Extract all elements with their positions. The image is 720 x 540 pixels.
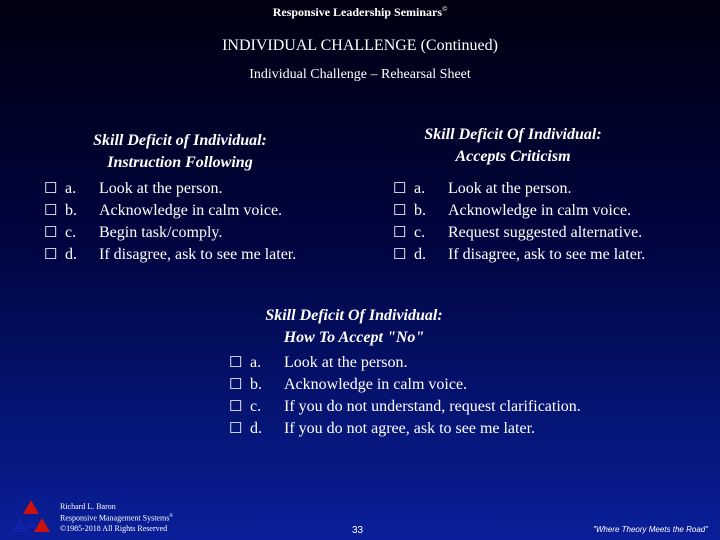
seminar-title: Responsive Leadership Seminars© [272,5,448,19]
list-item: ☐ a. Look at the person. [44,178,296,200]
block-heading-accepts-criticism: Skill Deficit Of Individual: Accepts Criticism [424,126,602,165]
checkbox-icon[interactable]: ☐ [393,203,407,219]
list-item: ☐ a. Look at the person. [393,178,645,200]
list-item: ☐ d. If disagree, ask to see me later. [393,244,645,266]
checklist-accepts-criticism [393,178,645,266]
checklist-accept-no [229,352,581,440]
footer-tagline: "Where Theory Meets the Road" [593,525,709,534]
page-subtitle: Individual Challenge – Rehearsal Sheet [249,67,471,82]
list-item: ☐ b. Acknowledge in calm voice. [229,374,581,396]
checkbox-icon[interactable]: ☐ [229,355,243,371]
list-item: ☐ b. Acknowledge in calm voice. [44,200,296,222]
page-title: INDIVIDUAL CHALLENGE (Continued) [222,37,498,54]
checkbox-icon[interactable]: ☐ [44,181,58,197]
list-item: ☐ c. Request suggested alternative. [393,222,645,244]
company-logo-icon [8,498,54,538]
block-heading-instruction-following: Skill Deficit of Individual: Instruction Following [93,132,267,171]
page-number: 33 [352,525,364,536]
list-item: ☐ b. Acknowledge in calm voice. [393,200,645,222]
list-item: ☐ c. If you do not understand, request clarification. [229,396,581,418]
checkbox-icon[interactable]: ☐ [229,421,243,437]
list-item: ☐ d. If disagree, ask to see me later. [44,244,296,266]
checkbox-icon[interactable]: ☐ [44,247,58,263]
checkbox-icon[interactable]: ☐ [393,247,407,263]
footer-credits [60,502,173,534]
footer-author: Richard L. Baron [60,502,116,511]
checklist-instruction-following [44,178,296,266]
checkbox-icon[interactable]: ☐ [44,225,58,241]
list-item: ☐ a. Look at the person. [229,352,581,374]
list-item: ☐ c. Begin task/comply. [44,222,296,244]
checkbox-icon[interactable]: ☐ [44,203,58,219]
checkbox-icon[interactable]: ☐ [393,181,407,197]
footer-company: Responsive Management Systems® [60,513,174,523]
list-item: ☐ d. If you do not agree, ask to see me later. [229,418,581,440]
footer-copyright: ©1985-2018 All Rights Reserved [60,523,168,533]
checkbox-icon[interactable]: ☐ [229,377,243,393]
checkbox-icon[interactable]: ☐ [393,225,407,241]
checkbox-icon[interactable]: ☐ [229,399,243,415]
block-heading-accept-no: Skill Deficit Of Individual: How To Accept "No" [265,307,443,346]
